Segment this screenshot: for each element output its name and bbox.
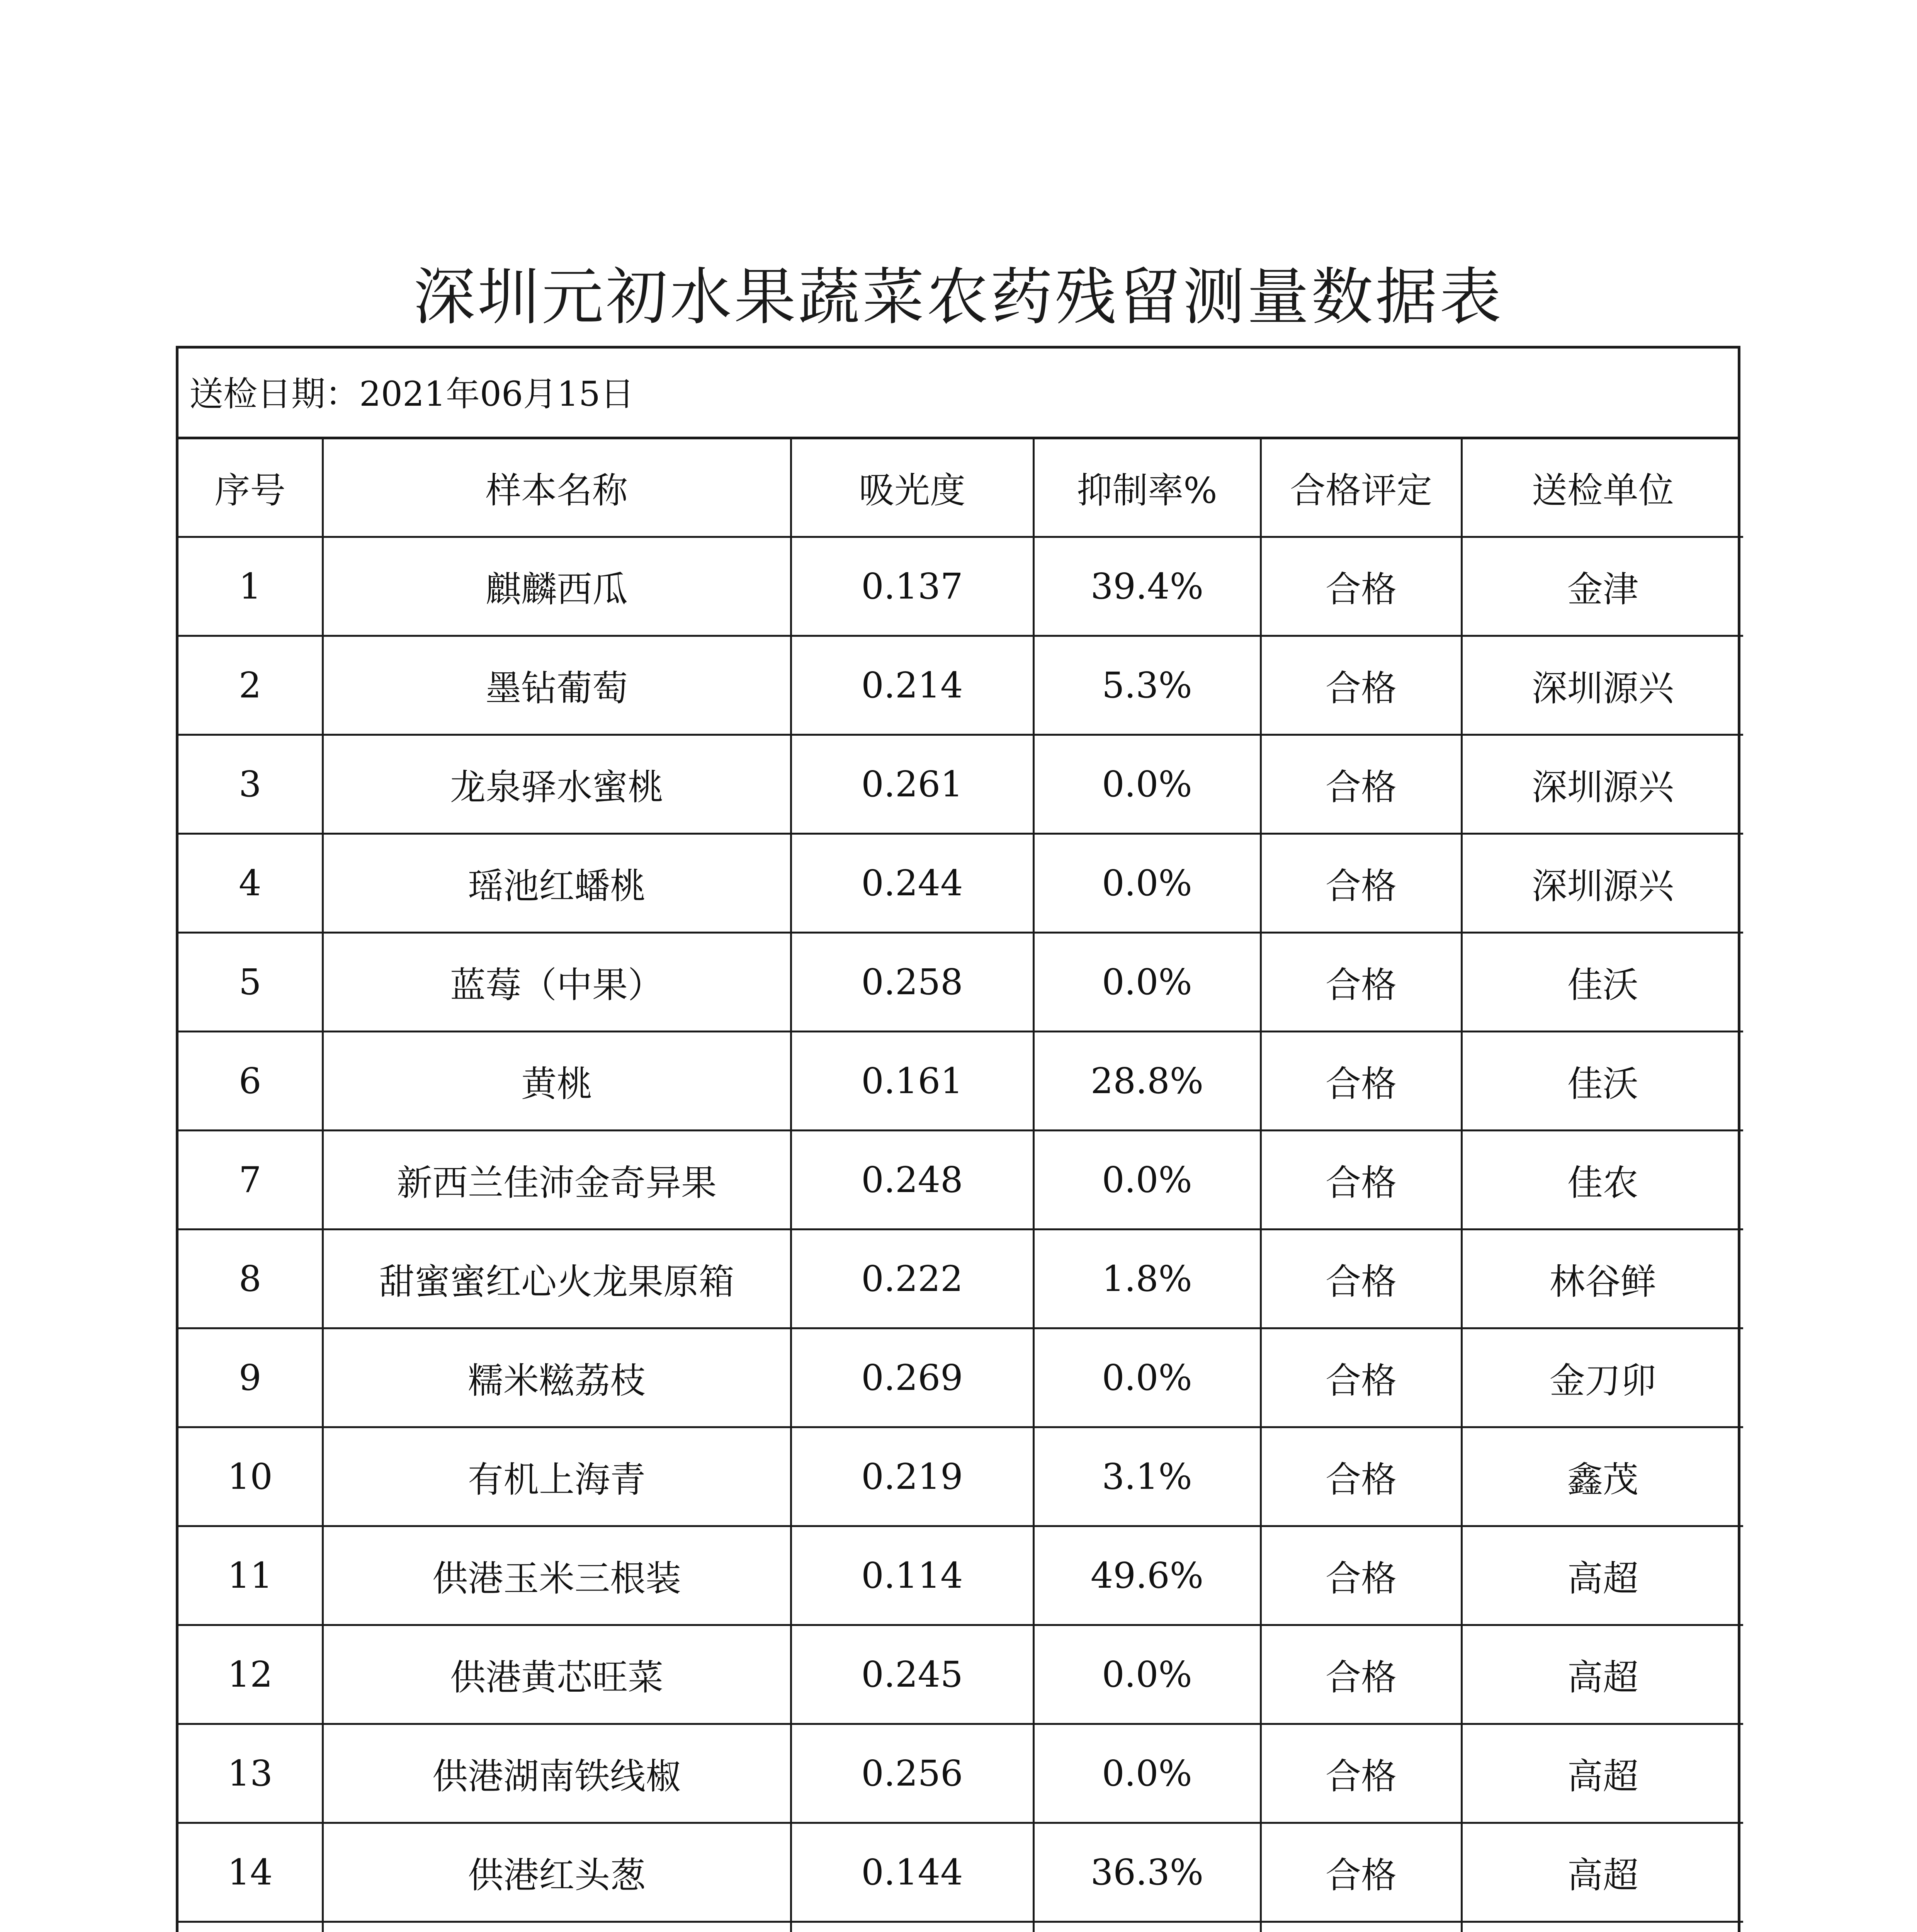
col-header-index: 序号 (178, 439, 323, 537)
cell-index: 12 (178, 1625, 323, 1724)
table-row (178, 1230, 1743, 1328)
cell-absorbance: 0.114 (791, 1526, 1033, 1625)
cell-index: 11 (178, 1526, 323, 1625)
cell-index: 10 (178, 1427, 323, 1526)
cell-index: 14 (178, 1823, 323, 1922)
cell-submitter: 深圳源兴 (1462, 636, 1743, 735)
cell-inhibition-rate: 28.8% (1033, 1032, 1261, 1131)
cell-result: 合格 (1261, 1328, 1462, 1427)
cell-submitter: 金刀卯 (1462, 1328, 1743, 1427)
cell-absorbance: 0.222 (791, 1230, 1033, 1328)
cell-absorbance: 0.244 (791, 834, 1033, 933)
cell-submitter: 鑫茂 (1462, 1427, 1743, 1526)
cell-submitter: 林谷鲜 (1462, 1230, 1743, 1328)
cell-submitter: 高超 (1462, 1625, 1743, 1724)
table-row (178, 636, 1743, 735)
table-row (178, 1526, 1743, 1625)
cell-absorbance: 0.144 (791, 1823, 1033, 1922)
cell-sample-name: 甜蜜蜜红心火龙果原箱 (323, 1230, 791, 1328)
cell-inhibition-rate: 0.0% (1033, 1328, 1261, 1427)
cell-inhibition-rate (1033, 1922, 1261, 1932)
table-row (178, 933, 1743, 1032)
cell-sample-name: 有机上海青 (323, 1427, 791, 1526)
cell-absorbance: 0.269 (791, 1328, 1033, 1427)
cell-index: 1 (178, 537, 323, 636)
table-row (178, 1625, 1743, 1724)
cell-inhibition-rate: 5.3% (1033, 636, 1261, 735)
cell-index: 7 (178, 1131, 323, 1230)
cell-sample-name: 新西兰佳沛金奇异果 (323, 1131, 791, 1230)
cell-result: 合格 (1261, 1625, 1462, 1724)
cell-sample-name (323, 1922, 791, 1932)
cell-index: 6 (178, 1032, 323, 1131)
table-row (178, 1131, 1743, 1230)
cell-absorbance: 0.256 (791, 1724, 1033, 1823)
cell-index: 4 (178, 834, 323, 933)
cell-index: 3 (178, 735, 323, 834)
cell-result: 合格 (1261, 1131, 1462, 1230)
cell-sample-name: 供港红头葱 (323, 1823, 791, 1922)
cell-index: 13 (178, 1724, 323, 1823)
cell-index: 2 (178, 636, 323, 735)
cell-result: 合格 (1261, 1823, 1462, 1922)
cell-absorbance: 0.261 (791, 735, 1033, 834)
cell-result: 合格 (1261, 735, 1462, 834)
cell-index: 8 (178, 1230, 323, 1328)
data-sheet (176, 346, 1740, 1932)
table-row (178, 1328, 1743, 1427)
cell-sample-name: 蓝莓（中果） (323, 933, 791, 1032)
cell-result: 合格 (1261, 1230, 1462, 1328)
table-row (178, 1724, 1743, 1823)
cell-result: 合格 (1261, 1526, 1462, 1625)
cell-result: 合格 (1261, 1724, 1462, 1823)
cell-absorbance: 0.219 (791, 1427, 1033, 1526)
cell-submitter: 高超 (1462, 1526, 1743, 1625)
inspection-date-row (178, 349, 1738, 439)
cell-result: 合格 (1261, 636, 1462, 735)
cell-inhibition-rate: 1.8% (1033, 1230, 1261, 1328)
results-table (178, 439, 1743, 1932)
inspection-date: 送检日期：2021年06月15日 (189, 374, 634, 414)
cell-result (1261, 1922, 1462, 1932)
table-row (178, 1427, 1743, 1526)
table-row (178, 1922, 1743, 1932)
cell-submitter: 深圳源兴 (1462, 735, 1743, 834)
table-row (178, 1823, 1743, 1922)
col-header-result: 合格评定 (1261, 439, 1462, 537)
cell-index: 9 (178, 1328, 323, 1427)
cell-inhibition-rate: 0.0% (1033, 1724, 1261, 1823)
cell-inhibition-rate: 39.4% (1033, 537, 1261, 636)
cell-absorbance: 0.245 (791, 1625, 1033, 1724)
cell-inhibition-rate: 36.3% (1033, 1823, 1261, 1922)
col-header-submitter: 送检单位 (1462, 439, 1743, 537)
cell-sample-name: 瑶池红蟠桃 (323, 834, 791, 933)
cell-submitter: 高超 (1462, 1724, 1743, 1823)
cell-inhibition-rate: 0.0% (1033, 834, 1261, 933)
cell-submitter: 金津 (1462, 537, 1743, 636)
cell-absorbance: 0.137 (791, 537, 1033, 636)
cell-result: 合格 (1261, 933, 1462, 1032)
cell-inhibition-rate: 0.0% (1033, 735, 1261, 834)
cell-inhibition-rate: 0.0% (1033, 933, 1261, 1032)
cell-inhibition-rate: 0.0% (1033, 1625, 1261, 1724)
col-header-sample-name: 样本名称 (323, 439, 791, 537)
cell-sample-name: 供港湖南铁线椒 (323, 1724, 791, 1823)
cell-absorbance: 0.248 (791, 1131, 1033, 1230)
cell-sample-name: 黄桃 (323, 1032, 791, 1131)
cell-sample-name: 墨钻葡萄 (323, 636, 791, 735)
cell-sample-name: 龙泉驿水蜜桃 (323, 735, 791, 834)
cell-result: 合格 (1261, 834, 1462, 933)
cell-sample-name: 供港黄芯旺菜 (323, 1625, 791, 1724)
cell-absorbance (791, 1922, 1033, 1932)
cell-submitter: 佳农 (1462, 1131, 1743, 1230)
cell-result: 合格 (1261, 1032, 1462, 1131)
cell-absorbance: 0.161 (791, 1032, 1033, 1131)
col-header-inhibition-rate: 抑制率% (1033, 439, 1261, 537)
table-header-row (178, 439, 1743, 537)
cell-submitter: 佳沃 (1462, 933, 1743, 1032)
col-header-absorbance: 吸光度 (791, 439, 1033, 537)
cell-absorbance: 0.214 (791, 636, 1033, 735)
cell-inhibition-rate: 49.6% (1033, 1526, 1261, 1625)
cell-index: 5 (178, 933, 323, 1032)
cell-sample-name: 供港玉米三根装 (323, 1526, 791, 1625)
cell-result: 合格 (1261, 537, 1462, 636)
table-row (178, 735, 1743, 834)
cell-result: 合格 (1261, 1427, 1462, 1526)
cell-absorbance: 0.258 (791, 933, 1033, 1032)
cell-submitter: 深圳源兴 (1462, 834, 1743, 933)
table-row (178, 537, 1743, 636)
table-row (178, 1032, 1743, 1131)
table-row (178, 834, 1743, 933)
cell-inhibition-rate: 0.0% (1033, 1131, 1261, 1230)
document-title: 深圳元初水果蔬菜农药残留测量数据表 (413, 261, 1504, 333)
cell-index (178, 1922, 323, 1932)
cell-sample-name: 糯米糍荔枝 (323, 1328, 791, 1427)
cell-sample-name: 麒麟西瓜 (323, 537, 791, 636)
cell-submitter: 佳沃 (1462, 1032, 1743, 1131)
cell-submitter (1462, 1922, 1743, 1932)
cell-inhibition-rate: 3.1% (1033, 1427, 1261, 1526)
cell-submitter: 高超 (1462, 1823, 1743, 1922)
